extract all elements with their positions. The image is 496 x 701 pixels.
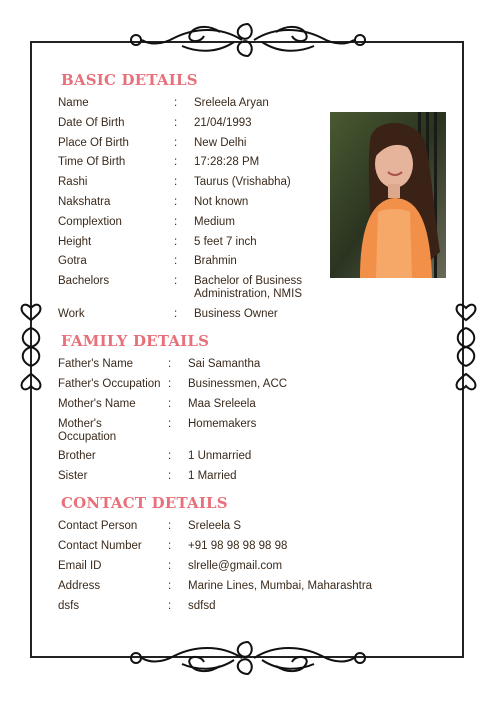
field-value: 21/04/1993 (194, 117, 252, 129)
separator: : (168, 418, 172, 430)
field-value: slrelle@gmail.com (188, 560, 283, 572)
field-label: Mother's Occupation (58, 418, 117, 443)
family-row-father-name (58, 358, 328, 371)
contact-row-dsfs (58, 600, 408, 613)
basic-details-heading: BASIC DETAILS (61, 71, 198, 89)
field-value: Sreleela Aryan (194, 97, 269, 109)
separator: : (168, 520, 172, 532)
separator: : (168, 560, 172, 572)
right-heart-ornament (451, 300, 481, 394)
field-value: Bachelor of Business Administration, NMIS (194, 275, 303, 300)
field-value: Medium (194, 216, 235, 228)
field-label: Contact Number (58, 540, 142, 552)
separator: : (174, 137, 178, 149)
profile-photo (330, 112, 446, 278)
separator: : (168, 398, 172, 410)
separator: : (174, 216, 178, 228)
basic-row-name (58, 97, 334, 110)
basic-row-gotra (58, 255, 334, 268)
field-label: Nakshatra (58, 196, 111, 208)
field-label: Name (58, 97, 89, 109)
field-label: Father's Name (58, 358, 134, 370)
field-label: Gotra (58, 255, 87, 267)
field-value: 1 Married (188, 470, 237, 482)
contact-row-person (58, 520, 408, 533)
family-details-heading: FAMILY DETAILS (61, 332, 210, 350)
family-row-father-occupation (58, 378, 328, 391)
field-value: Business Owner (194, 308, 278, 320)
field-label: Address (58, 580, 101, 592)
basic-row-dob (58, 117, 334, 130)
field-label: Bachelors (58, 275, 110, 287)
contact-row-address (58, 580, 428, 593)
field-value: Marine Lines, Mumbai, Maharashtra (188, 580, 373, 592)
family-row-brother (58, 450, 328, 463)
field-label: Work (58, 308, 85, 320)
separator: : (174, 97, 178, 109)
field-value: Homemakers (188, 418, 257, 430)
field-label: Height (58, 236, 92, 248)
field-label: Mother's Name (58, 398, 136, 410)
basic-row-time-of-birth (58, 156, 334, 169)
bottom-flourish-ornament (124, 638, 372, 678)
field-label: Contact Person (58, 520, 138, 532)
family-row-mother-occupation (58, 418, 328, 444)
field-value: Brahmin (194, 255, 237, 267)
family-row-mother-name (58, 398, 328, 411)
field-label: Date Of Birth (58, 117, 125, 129)
separator: : (168, 600, 172, 612)
separator: : (168, 358, 172, 370)
basic-row-nakshatra (58, 196, 334, 209)
separator: : (168, 378, 172, 390)
basic-row-bachelors (58, 275, 314, 301)
basic-row-work (58, 308, 334, 321)
separator: : (174, 196, 178, 208)
field-value: 17:28:28 PM (194, 156, 260, 168)
separator: : (174, 308, 178, 320)
field-value: Businessmen, ACC (188, 378, 288, 390)
field-value: Maa Sreleela (188, 398, 256, 410)
separator: : (174, 275, 178, 287)
separator: : (174, 236, 178, 248)
separator: : (168, 470, 172, 482)
separator: : (174, 176, 178, 188)
basic-row-place-of-birth (58, 137, 334, 150)
field-label: Place Of Birth (58, 137, 129, 149)
separator: : (174, 156, 178, 168)
left-heart-ornament (16, 300, 46, 394)
field-value: Sreleela S (188, 520, 242, 532)
separator: : (168, 450, 172, 462)
field-value: 5 feet 7 inch (194, 236, 257, 248)
field-label: Brother (58, 450, 96, 462)
field-label: Time Of Birth (58, 156, 126, 168)
field-value: sdfsd (188, 600, 216, 612)
basic-row-height (58, 236, 334, 249)
field-label: Complextion (58, 216, 122, 228)
separator: : (168, 540, 172, 552)
field-label: Father's Occupation (58, 378, 161, 390)
field-value: Sai Samantha (188, 358, 261, 370)
field-label: Sister (58, 470, 88, 482)
field-label: dsfs (58, 600, 80, 612)
family-row-sister (58, 470, 328, 483)
separator: : (168, 580, 172, 592)
field-label: Rashi (58, 176, 88, 188)
field-value: 1 Unmarried (188, 450, 252, 462)
field-value: New Delhi (194, 137, 247, 149)
field-value: Taurus (Vrishabha) (194, 176, 291, 188)
contact-details-heading: CONTACT DETAILS (61, 494, 228, 512)
top-flourish-ornament (124, 20, 372, 60)
separator: : (174, 117, 178, 129)
field-value: +91 98 98 98 98 98 (188, 540, 288, 552)
field-label: Email ID (58, 560, 102, 572)
field-value: Not known (194, 196, 249, 208)
basic-row-complexion (58, 216, 334, 229)
basic-row-rashi (58, 176, 334, 189)
contact-row-email (58, 560, 408, 573)
separator: : (174, 255, 178, 267)
contact-row-number (58, 540, 408, 553)
